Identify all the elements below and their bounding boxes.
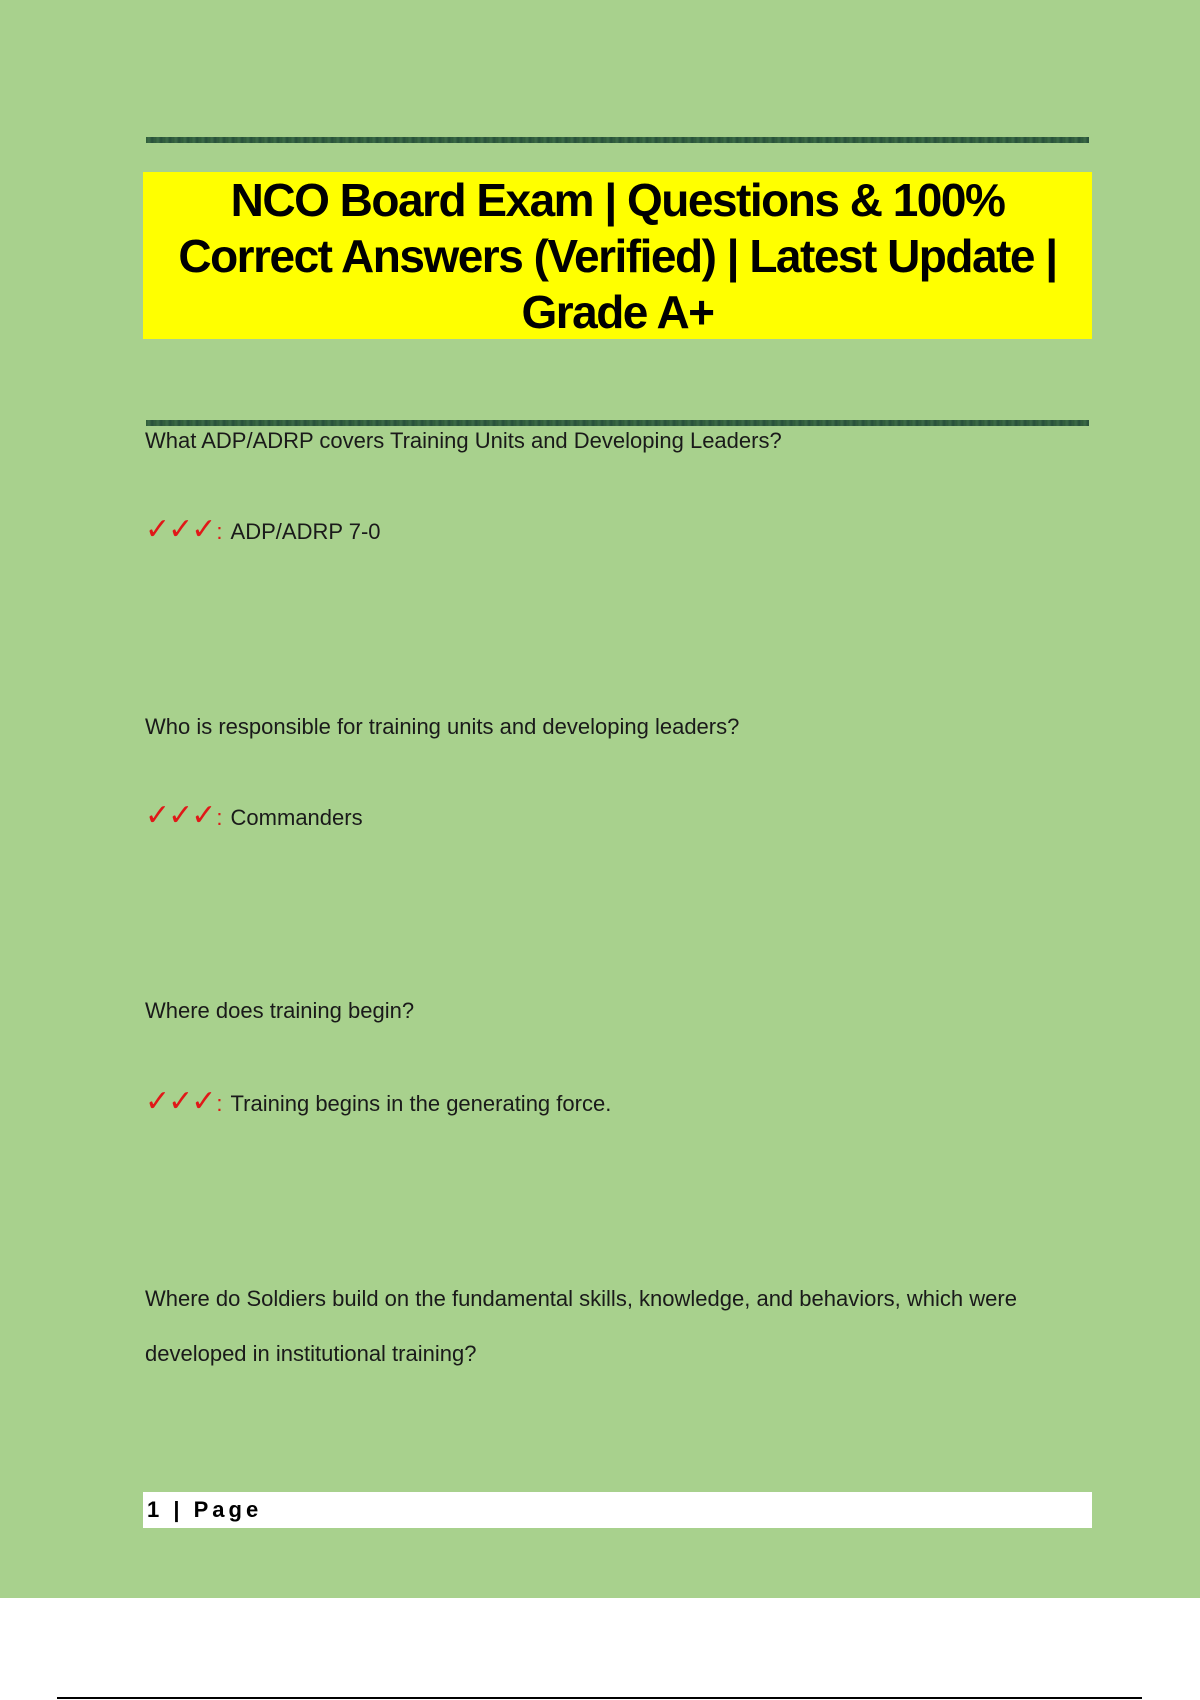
qa-item-4 — [145, 1271, 1075, 1381]
checkmark-icon: ✓✓✓ — [145, 1084, 215, 1119]
bottom-rule — [57, 1697, 1142, 1699]
question-text: What ADP/ADRP covers Training Units and Developing Leaders? — [145, 428, 782, 453]
answer-colon: : — [216, 519, 223, 544]
checkmark-icon: ✓✓✓ — [145, 512, 215, 547]
top-divider — [146, 137, 1089, 143]
answer-colon: : — [216, 805, 223, 830]
question-text: Who is responsible for training units and developing leaders? — [145, 714, 740, 739]
answer-text: Commanders — [230, 805, 363, 830]
page-footer — [143, 1492, 1092, 1528]
answer-line — [145, 1084, 612, 1119]
answer-text: ADP/ADRP 7-0 — [230, 519, 381, 544]
page-number: 1 | Page — [147, 1497, 263, 1522]
qa-item-3 — [145, 983, 1105, 1119]
question-text: Where does training begin? — [145, 998, 415, 1023]
answer-text: Training begins in the generating force. — [230, 1091, 612, 1116]
qa-item-2 — [145, 699, 1105, 833]
answer-line — [145, 512, 381, 547]
title-banner — [143, 172, 1092, 339]
qa-item-1 — [145, 413, 1105, 547]
question-text: Where do Soldiers build on the fundamental skills, knowledge, and behaviors, which were developed in institutional training? — [145, 1286, 1017, 1366]
document-title: NCO Board Exam | Questions & 100% Correct Answers (Verified) | Latest Update | Grade A+ — [178, 173, 1057, 338]
answer-line — [145, 798, 363, 833]
checkmark-icon: ✓✓✓ — [145, 798, 215, 833]
answer-colon: : — [216, 1091, 223, 1116]
